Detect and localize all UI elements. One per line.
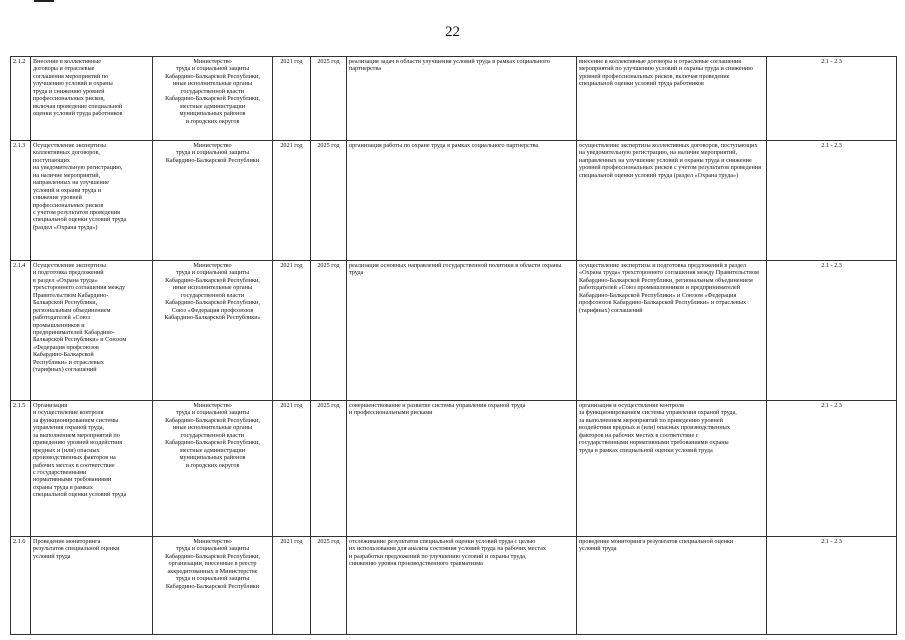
expected-result: осуществление экспертизы коллективных договоров, поступающих на уведомительную регистрацию, на наличие мероприятий, направленных на улучшение условий и охраны труда и снижение уровней профессиональных рисков с учетом результатов проведения специальной оценки условий труда (раздел «Охрана труда»): [577, 141, 767, 261]
start-year: 2021 год: [273, 57, 311, 141]
measure-text: Осуществление экспертизы коллективных договоров, поступающих на уведомительную регистрацию, на наличие мероприятий, направленных на улучшение условий и охраны труда и снижение уровней профессиональных рисков с учетом результатов проведения специальной оценки условий труда (раздел «Охрана труда»): [31, 141, 153, 261]
responsible-executor: Министерство труда и социальной защиты Кабардино-Балкарской Республики: [153, 141, 273, 261]
measure-text: Проведение мониторинга результатов специальной оценки условий труда: [31, 537, 153, 635]
indicator-code: 2.1 - 2.3: [767, 57, 897, 141]
indicator-code: 2.1 - 2.3: [767, 141, 897, 261]
end-year: 2025 год: [311, 401, 347, 537]
end-year: 2025 год: [311, 141, 347, 261]
end-year: 2025 год: [311, 537, 347, 635]
item-number: 2.1.2: [11, 57, 31, 141]
item-number: 2.1.3: [11, 141, 31, 261]
table-row: [11, 401, 897, 537]
problem-text: организация работы по охране труда в рамках социального партнерства: [347, 141, 577, 261]
scan-mark: [34, 0, 54, 2]
page-number: 22: [445, 24, 460, 40]
responsible-executor: Министерство труда и социальной защиты Кабардино-Балкарской Республики, организации, внесенные в реестр аккредитованных в Министерстве труда и социальной защиты Кабардино-Балкарской Республики: [153, 537, 273, 635]
start-year: 2021 год: [273, 401, 311, 537]
table-row: [11, 141, 897, 261]
problem-text: совершенствование и развитие системы управления охраной труда и профессиональными рисками: [347, 401, 577, 537]
start-year: 2021 год: [273, 261, 311, 401]
item-number: 2.1.5: [11, 401, 31, 537]
table-row: [11, 261, 897, 401]
expected-result: осуществление экспертизы и подготовка предложений в раздел «Охрана труда» трехстороннего соглашения между Правительством Кабардино-Балкарской Республики, региональным объединением работодателей «Союз промышленников и предпринимателей Кабардино-Балкарской Республики» и Союзом «Федерация профсоюзов Кабардино-Балкарской Республики» и отраслевых (тарифных) соглашений: [577, 261, 767, 401]
expected-result: внесение в коллективные договоры и отраслевые соглашения мероприятий по улучшению условий и охраны труда и снижению уровней профессиональных рисков, включая проведение специальной оценки условий труда работников: [577, 57, 767, 141]
end-year: 2025 год: [311, 261, 347, 401]
problem-text: реализация задач в области улучшения условий труда в рамках социального партнерства: [347, 57, 577, 141]
table-row: [11, 537, 897, 635]
problem-text: отслеживание результатов специальной оценки условий труда с целью их использования для анализа состояния условий труда на рабочих местах и разработки предложений по улучшению условий и охраны труда, снижению уровня производственного травматизма: [347, 537, 577, 635]
expected-result: проведение мониторинга результатов специальной оценки условий труда: [577, 537, 767, 635]
start-year: 2021 год: [273, 141, 311, 261]
measure-text: Осуществление экспертизы и подготовка предложений в раздел «Охрана труда» трехстороннего соглашения между Правительством Кабардино- Балкарской Республики, региональным объединением работодателей «Союз промышленников и предпринимателей Кабардино- Балкарской Республики» и Союзом «Федерация профсоюзов Кабардино-Балкарской Республики» и отраслевых (тарифных) соглашений: [31, 261, 153, 401]
responsible-executor: Министерство труда и социальной защиты Кабардино-Балкарской Республики, иные исполнительные органы государственной власти Кабардино-Балкарской Республики, местные администрации муниципальных районов и городских округов: [153, 57, 273, 141]
indicator-code: 2.1 - 2.3: [767, 261, 897, 401]
footer-rule: [697, 634, 897, 635]
expected-result: организация и осуществление контроля за функционированием системы управления охраной труда, за выполнением мероприятий по приведению уровней воздействия вредных и (или) опасных производственных факторов на рабочих местах в соответствие с государственными нормативными требованиями охраны труда в рамках специальной оценки условий труда: [577, 401, 767, 537]
start-year: 2021 год: [273, 537, 311, 635]
problem-text: реализация основных направлений государственной политики в области охраны труда: [347, 261, 577, 401]
item-number: 2.1.6: [11, 537, 31, 635]
measures-table: [10, 56, 897, 635]
item-number: 2.1.4: [11, 261, 31, 401]
indicator-code: 2.1 - 2.3: [767, 401, 897, 537]
responsible-executor: Министерство труда и социальной защиты Кабардино-Балкарской Республики, иные исполнительные органы государственной власти Кабардино-Балкарской Республики, местные администрации муниципальных районов и городских округов: [153, 401, 273, 537]
responsible-executor: Министерство труда и социальной защиты Кабардино-Балкарской Республики, иные исполнительные органы государственной власти Кабардино-Балкарской Республики, Союз «Федерация профсоюзов Кабардино-Балкарской Республики»: [153, 261, 273, 401]
indicator-code: 2.1 - 2.3: [767, 537, 897, 635]
table-row: [11, 57, 897, 141]
measure-text: Организация и осуществление контроля за функционированием системы управления охраной труда, за выполнением мероприятий по приведению уровней воздействия вредных и (или) опасных производственных факторов на рабочих местах в соответствие с государственными нормативными требованиями охраны труда в рамках специальной оценки условий труда: [31, 401, 153, 537]
measure-text: Внесение в коллективные договоры и отраслевые соглашения мероприятий по улучшению условий и охраны труда и снижению уровней профессиональных рисков, включая проведение специальной оценки условий труда работников: [31, 57, 153, 141]
end-year: 2025 год: [311, 57, 347, 141]
